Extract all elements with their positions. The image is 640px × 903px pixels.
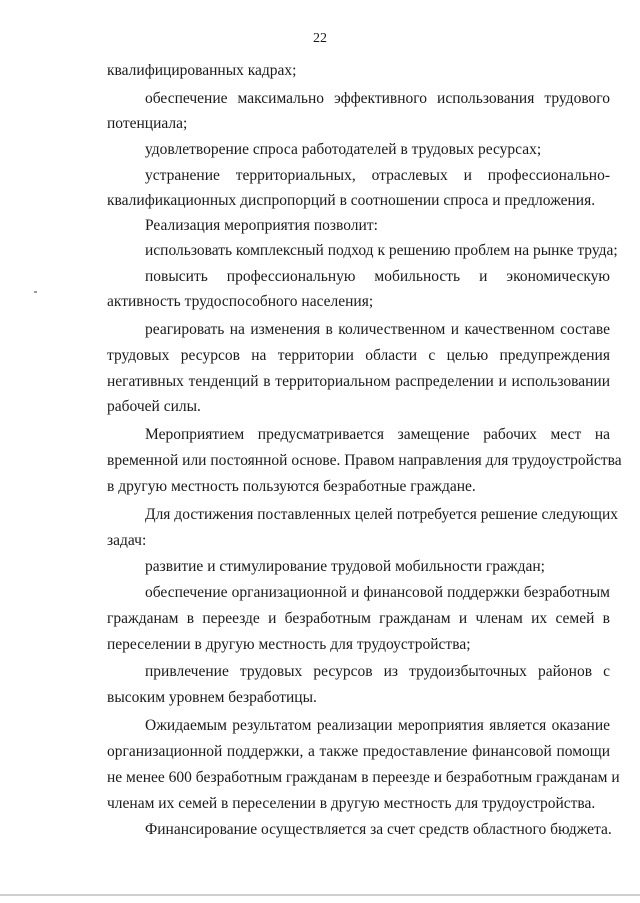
text-line: удовлетворение спроса работодателей в трудовых ресурсах; (145, 141, 542, 158)
text-line: Реализация мероприятия позволит: (145, 217, 378, 234)
text-line: членам их семей в переселении в другую местность для трудоустройства. (107, 795, 596, 812)
text-line: организационной поддержки, а также предоставление финансовой помощи (107, 743, 610, 760)
text-line: временной или постоянной основе. Правом направления для трудоустройства (107, 452, 622, 469)
text-line: развитие и стимулирование трудовой мобильности граждан; (145, 558, 545, 575)
text-line: Для достижения поставленных целей потребуется решение следующих (145, 506, 619, 523)
page-number: 22 (313, 31, 327, 46)
text-line: в другую местность пользуются безработные граждане. (107, 478, 476, 495)
text-line: квалифицированных кадрах; (107, 62, 297, 79)
text-line: Мероприятием предусматривается замещение рабочих мест на (145, 426, 610, 443)
text-line: квалификационных диспропорций в соотношении спроса и предложения. (107, 192, 596, 209)
text-line: переселении в другую местность для трудоустройства; (107, 636, 471, 653)
text-line: задач: (107, 532, 147, 549)
text-line: гражданам в переезде и безработным гражданам и членам их семей в (107, 610, 610, 627)
text-line: не менее 600 безработным гражданам в переезде и безработным гражданам и (107, 769, 620, 786)
text-line: реагировать на изменения в количественном и качественном составе (145, 321, 610, 338)
text-line: Финансирование осуществляется за счет средств областного бюджета. (145, 821, 612, 838)
text-line: повысить профессиональную мобильность и экономическую (145, 268, 610, 285)
text-line: высоким уровнем безработицы. (107, 689, 317, 706)
text-line: негативных тенденций в территориальном распределении и использовании (107, 373, 610, 390)
text-line: активность трудоспособного населения; (107, 293, 374, 310)
text-line: обеспечение организационной и финансовой поддержки безработным (145, 584, 610, 601)
text-line: рабочей силы. (107, 398, 201, 415)
text-line: потенциала; (107, 115, 188, 132)
text-line: Ожидаемым результатом реализации мероприятия является оказание (145, 717, 610, 734)
text-line: трудовых ресурсов на территории области с целью предупреждения (107, 347, 610, 364)
scan-bottom-edge (0, 894, 640, 896)
text-line: устранение территориальных, отраслевых и профессионально- (145, 167, 610, 184)
text-line: использовать комплексный подход к решению проблем на рынке труда; (145, 242, 618, 259)
scan-mark (34, 291, 37, 293)
text-line: обеспечение максимально эффективного использования трудового (145, 90, 610, 107)
text-line: привлечение трудовых ресурсов из трудоизбыточных районов с (145, 663, 610, 680)
